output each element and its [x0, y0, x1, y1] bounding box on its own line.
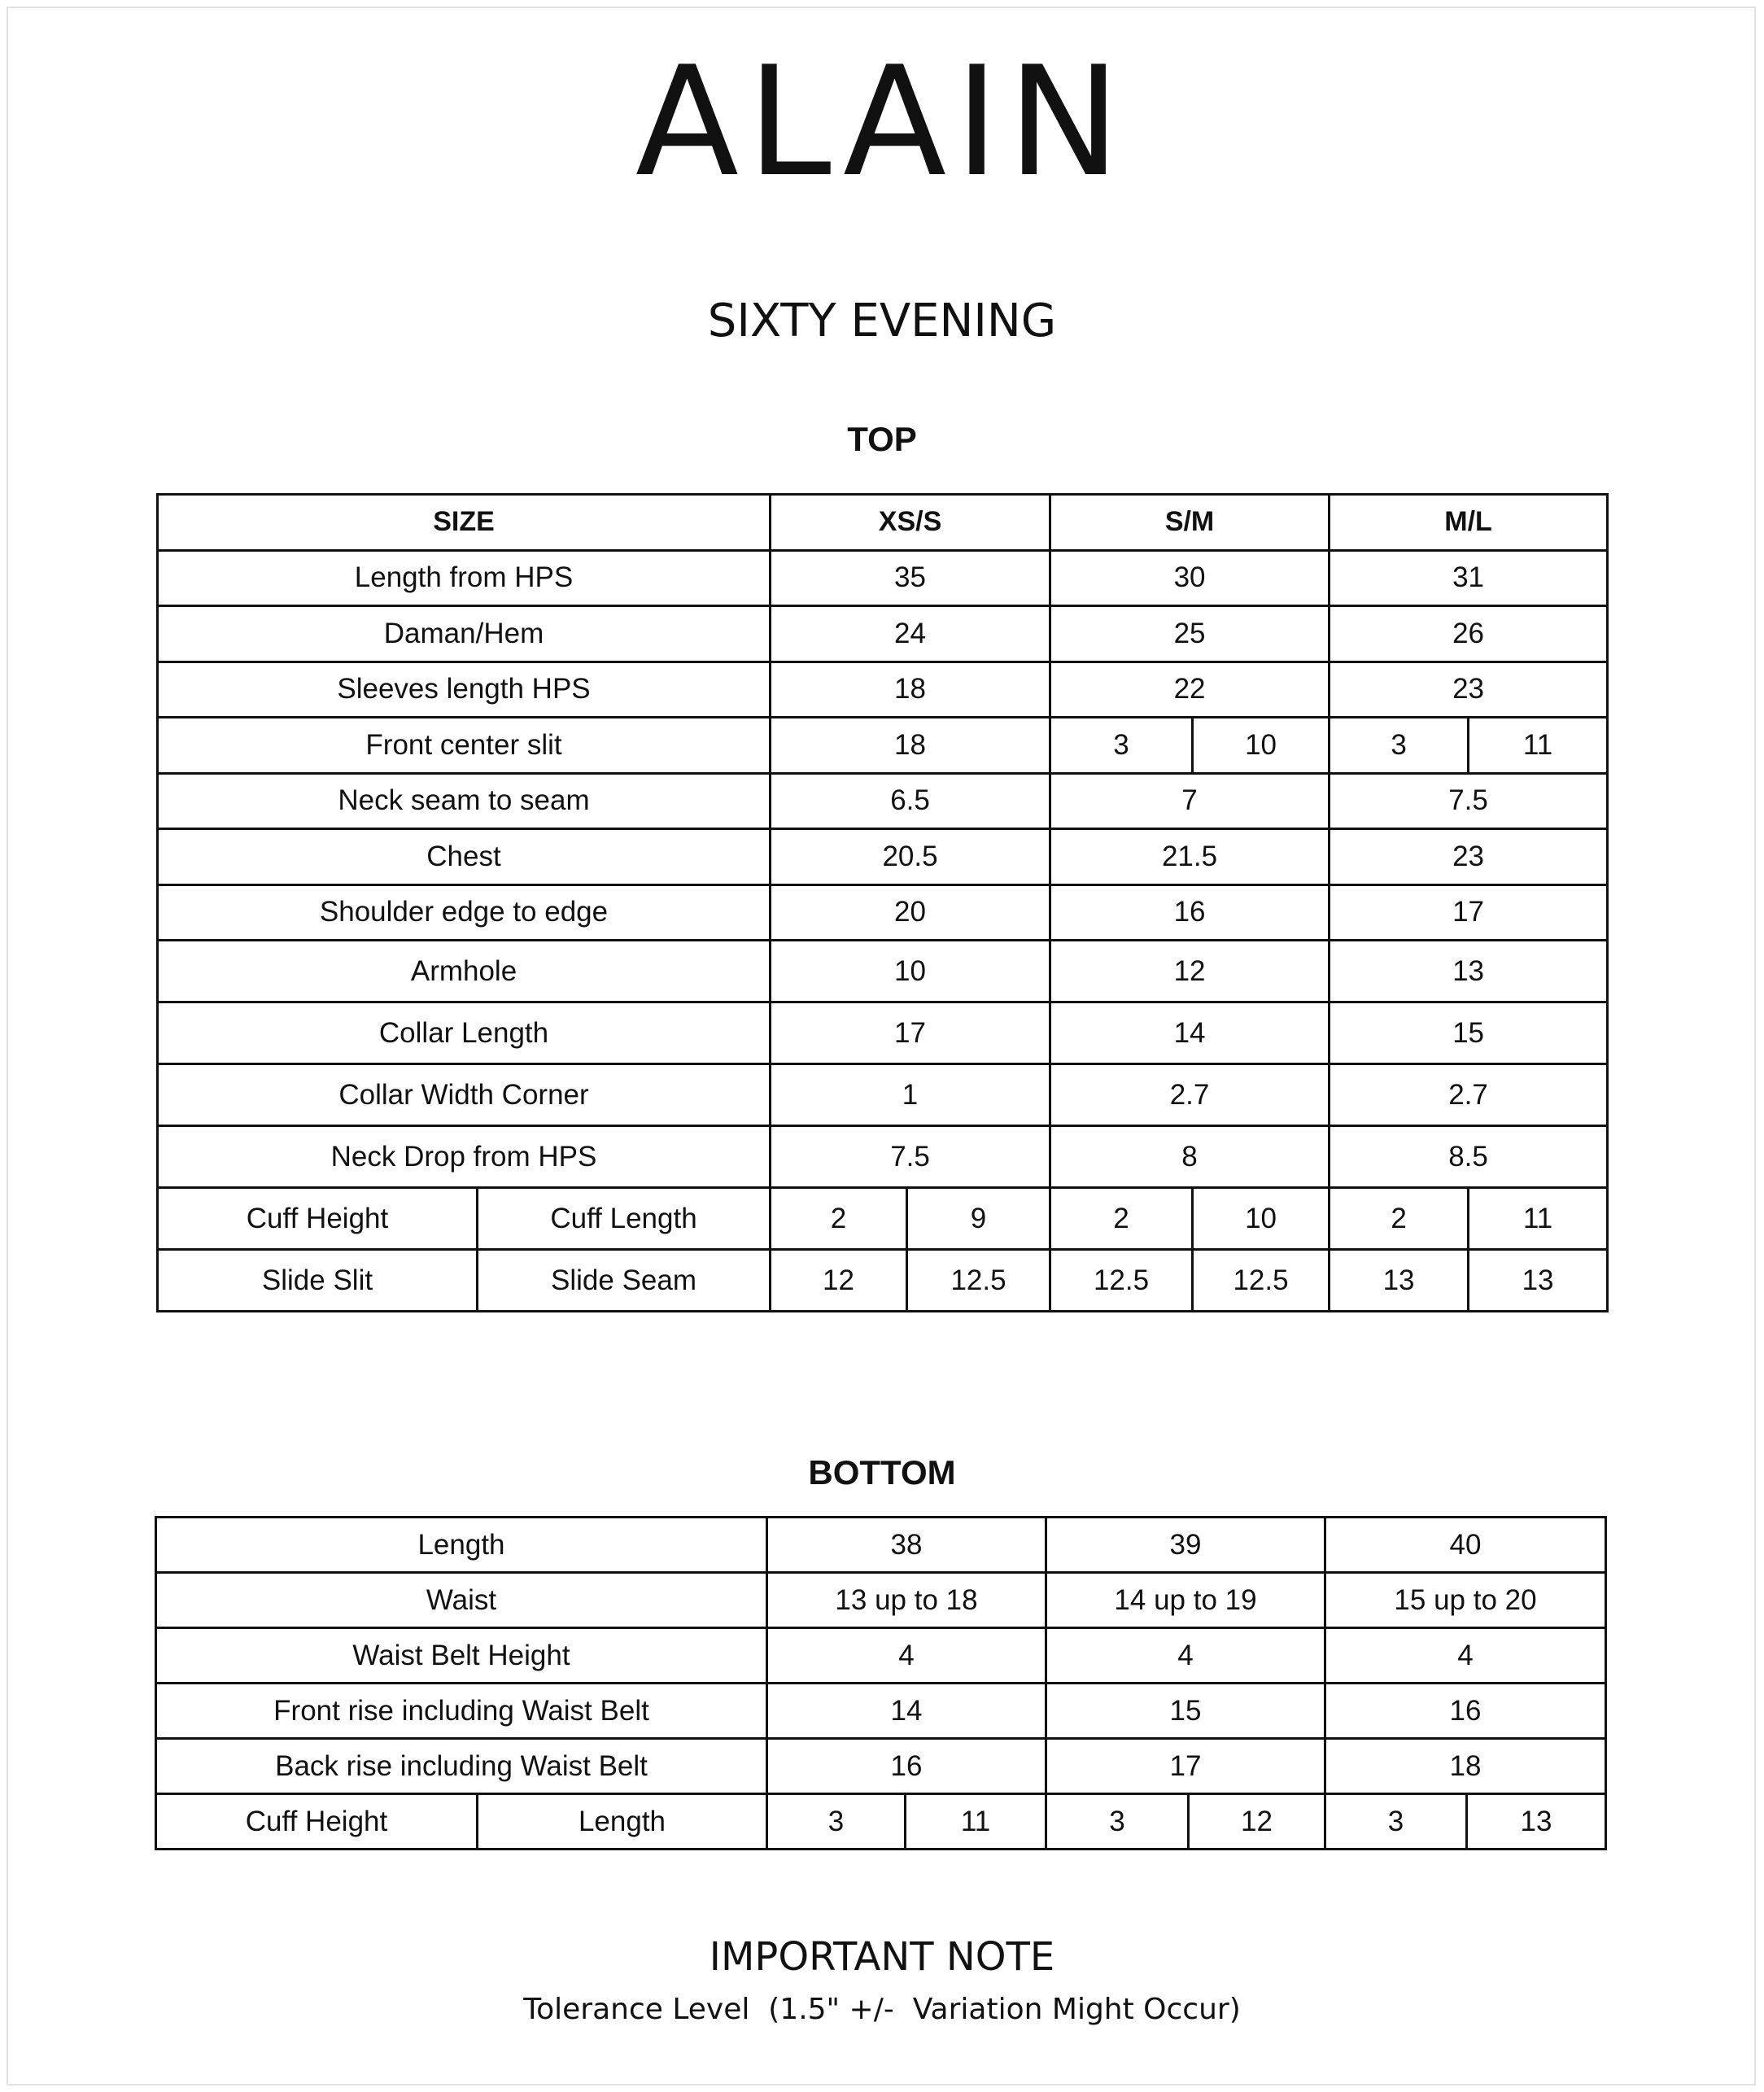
row-label: Cuff Height	[158, 1188, 478, 1250]
cell-value: 7.5	[1330, 773, 1608, 829]
cell-value: 15	[1330, 1002, 1608, 1064]
cell-value: 4	[1325, 1628, 1606, 1684]
table-row	[158, 606, 1608, 662]
row-label: Length	[478, 1794, 767, 1850]
table-row	[158, 1188, 1608, 1250]
cell-value: 2.7	[1050, 1064, 1330, 1126]
cell-value: 26	[1330, 606, 1608, 662]
table-row	[156, 1794, 1606, 1850]
cell-value: 16	[1050, 884, 1330, 941]
cell-value: 2	[1050, 1188, 1193, 1250]
cell-value: 14	[767, 1684, 1046, 1739]
bottom-size-table	[155, 1516, 1607, 1850]
cell-value: 13	[1469, 1250, 1608, 1312]
row-label: Front rise including Waist Belt	[156, 1684, 767, 1739]
cell-value: 12	[771, 1250, 907, 1312]
cell-value: 22	[1050, 662, 1330, 718]
cell-value: 20.5	[771, 829, 1050, 885]
table-row	[158, 1250, 1608, 1312]
row-label: Length	[156, 1518, 767, 1573]
row-label: Waist	[156, 1573, 767, 1628]
header-size: SIZE	[158, 495, 771, 551]
cell-value: 15 up to 20	[1325, 1573, 1606, 1628]
cell-value: 7	[1050, 773, 1330, 829]
cell-value: 31	[1330, 550, 1608, 606]
top-size-table	[156, 493, 1609, 1312]
cell-value: 35	[771, 550, 1050, 606]
cell-value: 12	[1050, 941, 1330, 1002]
cell-value: 3	[1050, 718, 1193, 774]
row-label: Waist Belt Height	[156, 1628, 767, 1684]
cell-value: 18	[771, 662, 1050, 718]
row-label: Length from HPS	[158, 550, 771, 606]
table-row	[158, 941, 1608, 1002]
cell-value: 2	[771, 1188, 907, 1250]
cell-value: 12.5	[1193, 1250, 1330, 1312]
table-row	[158, 1002, 1608, 1064]
table-row	[158, 1064, 1608, 1126]
table-row	[158, 884, 1608, 941]
table-row	[158, 773, 1608, 829]
cell-value: 3	[767, 1794, 906, 1850]
cell-value: 23	[1330, 662, 1608, 718]
cell-value: 12	[1189, 1794, 1325, 1850]
table-row	[158, 662, 1608, 718]
collection-title: SIXTY EVENING	[707, 295, 1057, 347]
bottom-section-title: BOTTOM	[808, 1453, 956, 1491]
cell-value: 10	[771, 941, 1050, 1002]
cell-value: 4	[767, 1628, 1046, 1684]
cell-value: 30	[1050, 550, 1330, 606]
table-row	[158, 1126, 1608, 1188]
cell-value: 17	[1330, 884, 1608, 941]
cell-value: 39	[1046, 1518, 1325, 1573]
table-row	[156, 1739, 1606, 1794]
table-header-row	[158, 495, 1608, 551]
cell-value: 18	[771, 718, 1050, 774]
cell-value: 24	[771, 606, 1050, 662]
row-label: Neck Drop from HPS	[158, 1126, 771, 1188]
header-size-s-m: S/M	[1050, 495, 1330, 551]
cell-value: 14 up to 19	[1046, 1573, 1325, 1628]
header-size-m-l: M/L	[1330, 495, 1608, 551]
cell-value: 18	[1325, 1739, 1606, 1794]
cell-value: 23	[1330, 829, 1608, 885]
row-label: Slide Slit	[158, 1250, 478, 1312]
row-label: Daman/Hem	[158, 606, 771, 662]
row-label: Neck seam to seam	[158, 773, 771, 829]
cell-value: 25	[1050, 606, 1330, 662]
cell-value: 16	[767, 1739, 1046, 1794]
cell-value: 8.5	[1330, 1126, 1608, 1188]
cell-value: 14	[1050, 1002, 1330, 1064]
row-label: Front center slit	[158, 718, 771, 774]
cell-value: 20	[771, 884, 1050, 941]
header-size-xs-s: XS/S	[771, 495, 1050, 551]
cell-value: 2	[1330, 1188, 1469, 1250]
cell-value: 11	[906, 1794, 1046, 1850]
row-label: Cuff Height	[156, 1794, 478, 1850]
tolerance-note: Tolerance Level (1.5" +/- Variation Might Occur)	[523, 1993, 1241, 2026]
row-label: Collar Width Corner	[158, 1064, 771, 1126]
cell-value: 13	[1467, 1794, 1606, 1850]
top-section-title: TOP	[847, 420, 917, 458]
cell-value: 4	[1046, 1628, 1325, 1684]
table-row	[156, 1518, 1606, 1573]
row-label: Cuff Length	[478, 1188, 771, 1250]
cell-value: 38	[767, 1518, 1046, 1573]
cell-value: 3	[1330, 718, 1469, 774]
cell-value: 15	[1046, 1684, 1325, 1739]
cell-value: 17	[771, 1002, 1050, 1064]
row-label: Collar Length	[158, 1002, 771, 1064]
table-row	[156, 1573, 1606, 1628]
cell-value: 2.7	[1330, 1064, 1608, 1126]
important-note-title: IMPORTANT NOTE	[709, 1934, 1055, 1980]
cell-value: 13 up to 18	[767, 1573, 1046, 1628]
table-row	[156, 1684, 1606, 1739]
cell-value: 21.5	[1050, 829, 1330, 885]
cell-value: 10	[1193, 718, 1330, 774]
cell-value: 11	[1469, 1188, 1608, 1250]
cell-value: 9	[907, 1188, 1050, 1250]
row-label: Chest	[158, 829, 771, 885]
cell-value: 40	[1325, 1518, 1606, 1573]
cell-value: 8	[1050, 1126, 1330, 1188]
cell-value: 6.5	[771, 773, 1050, 829]
table-row	[158, 829, 1608, 885]
row-label: Shoulder edge to edge	[158, 884, 771, 941]
cell-value: 13	[1330, 1250, 1469, 1312]
cell-value: 12.5	[907, 1250, 1050, 1312]
table-row	[156, 1628, 1606, 1684]
cell-value: 16	[1325, 1684, 1606, 1739]
cell-value: 7.5	[771, 1126, 1050, 1188]
row-label: Sleeves length HPS	[158, 662, 771, 718]
brand-logo: ALAIN	[635, 33, 1129, 210]
cell-value: 3	[1046, 1794, 1189, 1850]
cell-value: 1	[771, 1064, 1050, 1126]
cell-value: 3	[1325, 1794, 1467, 1850]
cell-value: 17	[1046, 1739, 1325, 1794]
row-label: Back rise including Waist Belt	[156, 1739, 767, 1794]
cell-value: 11	[1469, 718, 1608, 774]
row-label: Armhole	[158, 941, 771, 1002]
cell-value: 13	[1330, 941, 1608, 1002]
row-label: Slide Seam	[478, 1250, 771, 1312]
table-row	[158, 550, 1608, 606]
table-row	[158, 718, 1608, 774]
cell-value: 12.5	[1050, 1250, 1193, 1312]
cell-value: 10	[1193, 1188, 1330, 1250]
